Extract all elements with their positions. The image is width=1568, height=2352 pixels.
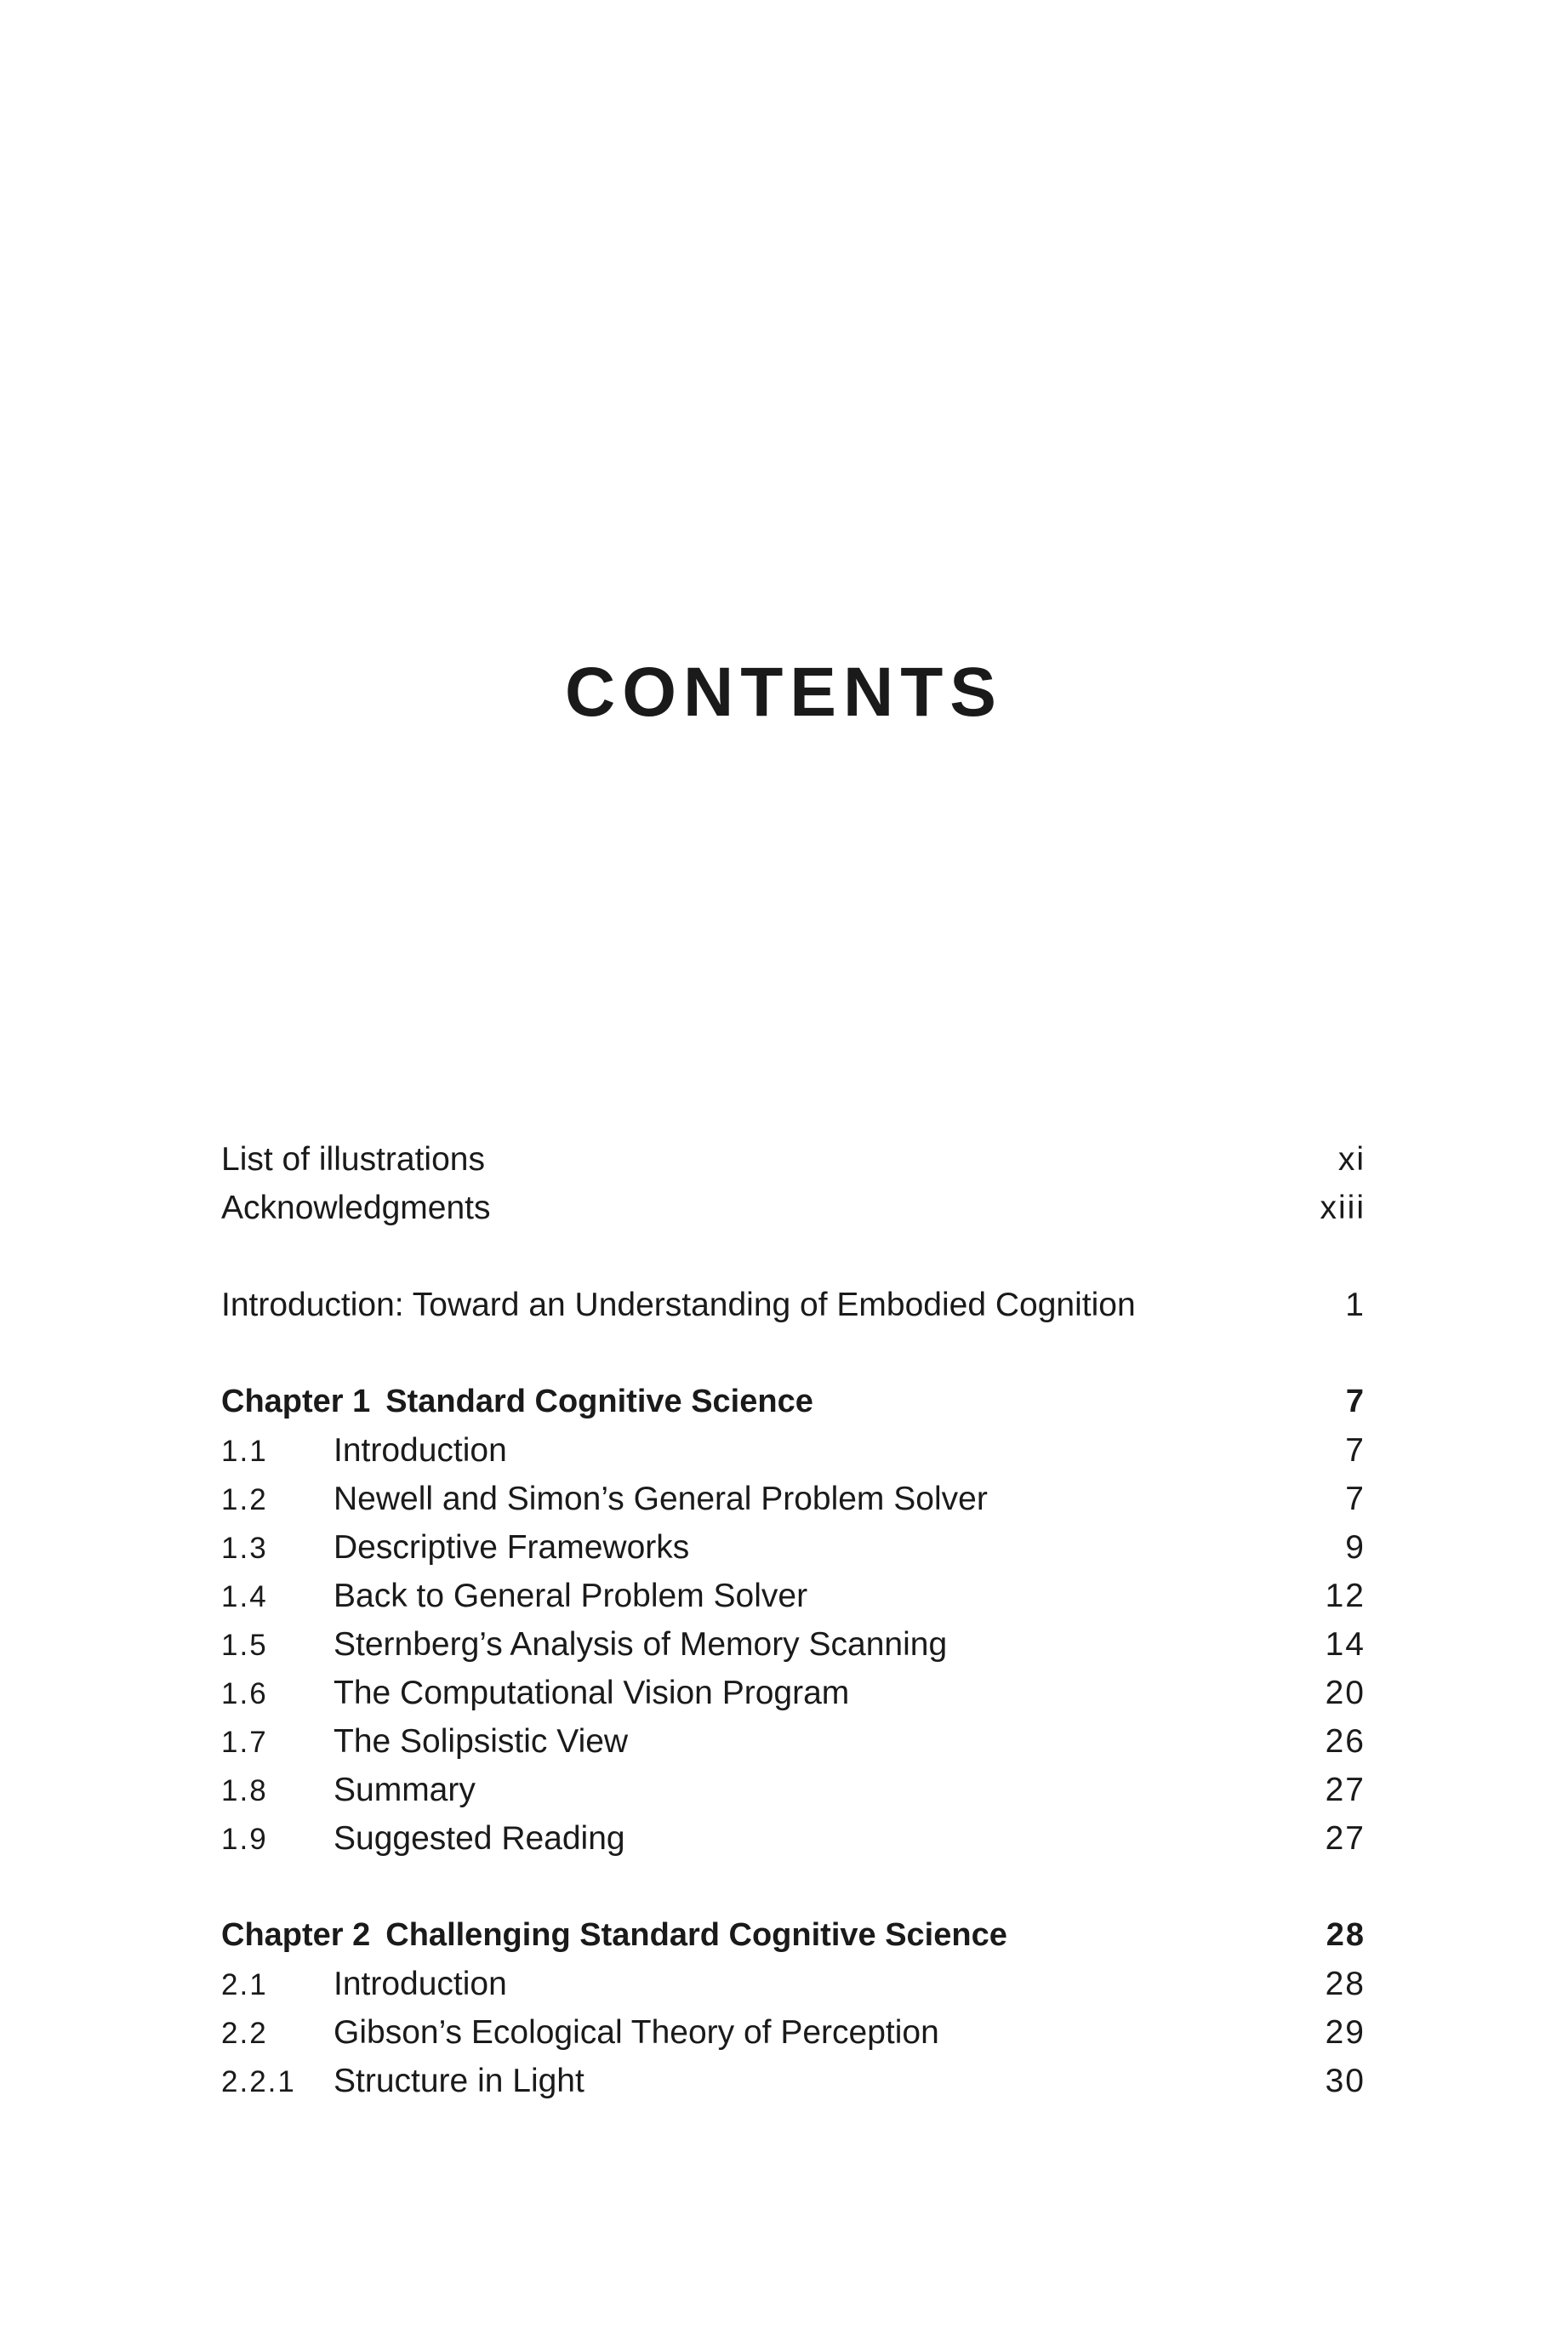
toc-section-label: Gibson’s Ecological Theory of Perception: [334, 2014, 939, 2051]
toc-section-page: 14: [1325, 1626, 1366, 1663]
toc-entry-label: List of illustrations: [221, 1141, 485, 1178]
toc-section-2-2[interactable]: [221, 2008, 1366, 2057]
toc-section-page: 7: [1345, 1481, 1366, 1517]
toc-section-page: 20: [1325, 1675, 1366, 1711]
toc-section-number: 1.4: [221, 1580, 268, 1613]
toc-chapter-title: Standard Cognitive Science: [385, 1384, 813, 1419]
toc-section-1-4[interactable]: [221, 1572, 1366, 1620]
page-title: CONTENTS: [565, 653, 1003, 731]
toc-chapter-title: Challenging Standard Cognitive Science: [385, 1917, 1007, 1953]
toc-section-label: Suggested Reading: [334, 1820, 625, 1857]
toc-section-1-1[interactable]: [221, 1426, 1366, 1475]
toc-section-label: Summary: [334, 1772, 476, 1808]
toc-section-label: Back to General Problem Solver: [334, 1578, 808, 1614]
toc-section-label: Newell and Simon’s General Problem Solver: [334, 1481, 988, 1517]
toc-section-page: 28: [1325, 1966, 1366, 2002]
toc-section-1-3[interactable]: [221, 1523, 1366, 1572]
table-of-contents: [221, 1135, 1366, 2105]
toc-section-page: 27: [1325, 1820, 1366, 1857]
toc-chapter-page: 28: [1326, 1917, 1366, 1953]
toc-entry-acknowledgments[interactable]: [221, 1184, 1366, 1232]
toc-entry-page: 1: [1345, 1287, 1366, 1323]
toc-entry-page: xi: [1337, 1141, 1366, 1178]
toc-section-page: 12: [1325, 1578, 1366, 1614]
toc-section-page: 26: [1325, 1723, 1366, 1760]
toc-section-2-1[interactable]: [221, 1960, 1366, 2008]
toc-section-page: 29: [1325, 2014, 1366, 2051]
toc-section-number: 2.1: [221, 1968, 268, 2001]
toc-section-1-2[interactable]: [221, 1475, 1366, 1523]
toc-section-label: Structure in Light: [334, 2063, 584, 2099]
toc-section-1-6[interactable]: [221, 1669, 1366, 1717]
toc-section-number: 1.3: [221, 1532, 268, 1565]
toc-section-number: 2.2.1: [221, 2065, 296, 2098]
toc-section-label: Introduction: [334, 1432, 507, 1469]
toc-chapter-page: 7: [1345, 1384, 1366, 1419]
toc-section-number: 1.6: [221, 1677, 268, 1710]
toc-section-page: 7: [1345, 1432, 1366, 1469]
toc-section-1-7[interactable]: [221, 1717, 1366, 1766]
toc-entry-list-of-illustrations[interactable]: [221, 1135, 1366, 1184]
toc-section-page: 9: [1345, 1529, 1366, 1566]
toc-chapter-1[interactable]: [221, 1378, 1366, 1426]
toc-spacer: [221, 1232, 1366, 1281]
toc-entry-label: Acknowledgments: [221, 1190, 491, 1226]
toc-section-number: 1.7: [221, 1726, 268, 1759]
toc-section-page: 27: [1325, 1772, 1366, 1808]
toc-section-page: 30: [1325, 2063, 1366, 2099]
toc-section-number: 1.2: [221, 1483, 268, 1516]
toc-section-label: The Solipsistic View: [334, 1723, 629, 1760]
toc-spacer: [221, 1329, 1366, 1378]
toc-section-number: 2.2: [221, 2017, 268, 2050]
toc-chapter-2[interactable]: [221, 1911, 1366, 1960]
toc-section-label: Introduction: [334, 1966, 507, 2002]
toc-chapter-number: Chapter 1: [221, 1384, 371, 1419]
toc-entry-page: xiii: [1320, 1190, 1366, 1226]
toc-section-label: The Computational Vision Program: [334, 1675, 850, 1711]
toc-entry-introduction[interactable]: [221, 1281, 1366, 1329]
toc-section-number: 1.5: [221, 1629, 268, 1662]
toc-spacer: [221, 1863, 1366, 1911]
toc-section-number: 1.1: [221, 1435, 268, 1468]
toc-section-number: 1.8: [221, 1774, 268, 1807]
toc-chapter-heading: [221, 1378, 1346, 1426]
toc-section-label: Sternberg’s Analysis of Memory Scanning: [334, 1626, 948, 1663]
toc-section-1-5[interactable]: [221, 1620, 1366, 1669]
toc-section-2-2-1[interactable]: [221, 2057, 1366, 2105]
toc-section-1-8[interactable]: [221, 1766, 1366, 1814]
toc-section-label: Descriptive Frameworks: [334, 1529, 690, 1566]
toc-chapter-number: Chapter 2: [221, 1917, 371, 1953]
toc-chapter-heading: [221, 1911, 1326, 1960]
toc-entry-label: Introduction: Toward an Understanding of Embodied Cognition: [221, 1287, 1136, 1323]
toc-section-1-9[interactable]: [221, 1814, 1366, 1863]
toc-section-number: 1.9: [221, 1823, 268, 1856]
